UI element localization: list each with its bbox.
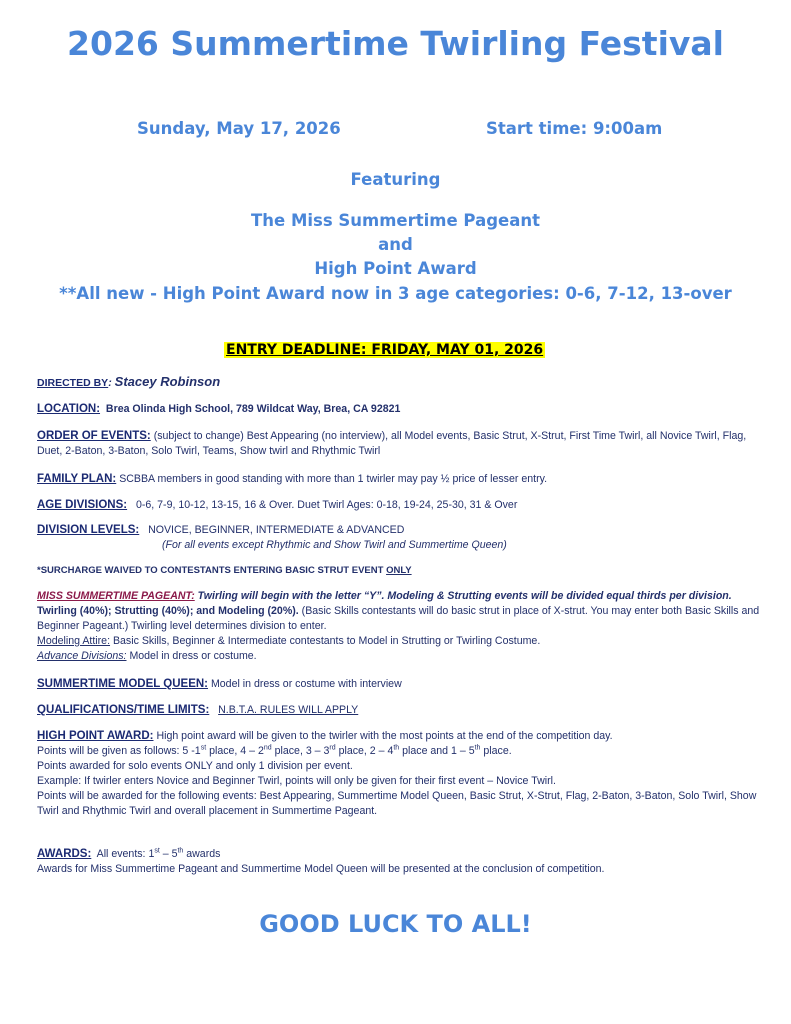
event-date: Sunday, May 17, 2026 (137, 119, 341, 138)
high-point-award: HIGH POINT AWARD: High point award will be given to the twirler with the most points at the end of the competition day. Points will be given as follows: 5 -1st place, 4 – 2nd place, 3 – 3rd place, 2 – 4th place and 1 – 5th place. Points awarded for solo events ONLY and only 1 division per event. Example: If twirler enters Novice and Beginner Twirl, points will only be given for their first event – Novice Twirl. Points will be awarded for the following events: Best Appearing, Summertime Model Queen, Basic Strut, X-Strut, Flag, 2-Baton, 3-Baton, Solo Twirl, Show Twirl and Rhythmic Twirl and overall placement in Summertime Pageant. (37, 730, 757, 817)
family-plan: FAMILY PLAN: SCBBA members in good standing with more than 1 twirler may pay ½ price of lesser entry. (37, 473, 548, 485)
and-text: and (378, 235, 413, 254)
miss-pageant: MISS SUMMERTIME PAGEANT: Twirling will begin with the letter “Y”. Modeling & Strutting events will be divided equal thirds per division. Twirling (40%); Strutting (40%); and Modeling (20%). (Basic Skills contestants will do basic strut in place of X-strut. You may enter both Basic Skills and Beginner Pageant.) Twirling level determines division to enter. Modeling Attire: Basic Skills, Beginner & Intermediate contestants to Model in Strutting or Twirling Costume. Advance Divisions: Model in dress or costume. (37, 590, 760, 662)
age-divisions: AGE DIVISIONS: 0-6, 7-9, 10-12, 13-15, 16 & Over. Duet Twirl Ages: 0-18, 19-24, 25-30, 31 & Over (37, 499, 518, 511)
high-point-heading: High Point Award (314, 259, 477, 278)
division-levels: DIVISION LEVELS: NOVICE, BEGINNER, INTERMEDIATE & ADVANCED (For all events except Rhythmic and Show Twirl and Summertime Queen) (37, 524, 507, 551)
all-new-note: **All new - High Point Award now in 3 age categories: 0-6, 7-12, 13-over (59, 284, 732, 303)
entry-deadline: ENTRY DEADLINE: FRIDAY, MAY 01, 2026 (226, 342, 544, 358)
start-time: Start time: 9:00am (486, 119, 663, 138)
model-queen: SUMMERTIME MODEL QUEEN: Model in dress or costume with interview (37, 678, 402, 690)
awards: AWARDS: All events: 1st – 5th awards Awards for Miss Summertime Pageant and Summertime Model Queen will be presented at the conclusion of competition. (37, 847, 605, 875)
qualifications: QUALIFICATIONS/TIME LIMITS: N.B.T.A. RULES WILL APPLY (37, 704, 359, 716)
surcharge-note: *SURCHARGE WAIVED TO CONTESTANTS ENTERING BASIC STRUT EVENT ONLY (37, 565, 412, 576)
good-luck: GOOD LUCK TO ALL! (259, 910, 532, 938)
directed-by: DIRECTED BY: Stacey Robinson (37, 374, 221, 389)
page-title: 2026 Summertime Twirling Festival (67, 24, 724, 63)
order-of-events: ORDER OF EVENTS: (subject to change) Best Appearing (no interview), all Model events, Basic Strut, X-Strut, First Time Twirl, all Novice Twirl, Flag, Duet, 2-Baton, 3-Baton, Solo Twirl, Teams, Show twirl and Rhythmic Twirl (37, 430, 747, 457)
location: LOCATION: Brea Olinda High School, 789 Wildcat Way, Brea, CA 92821 (37, 403, 401, 415)
pageant-heading: The Miss Summertime Pageant (251, 211, 540, 230)
featuring: Featuring (350, 170, 441, 189)
